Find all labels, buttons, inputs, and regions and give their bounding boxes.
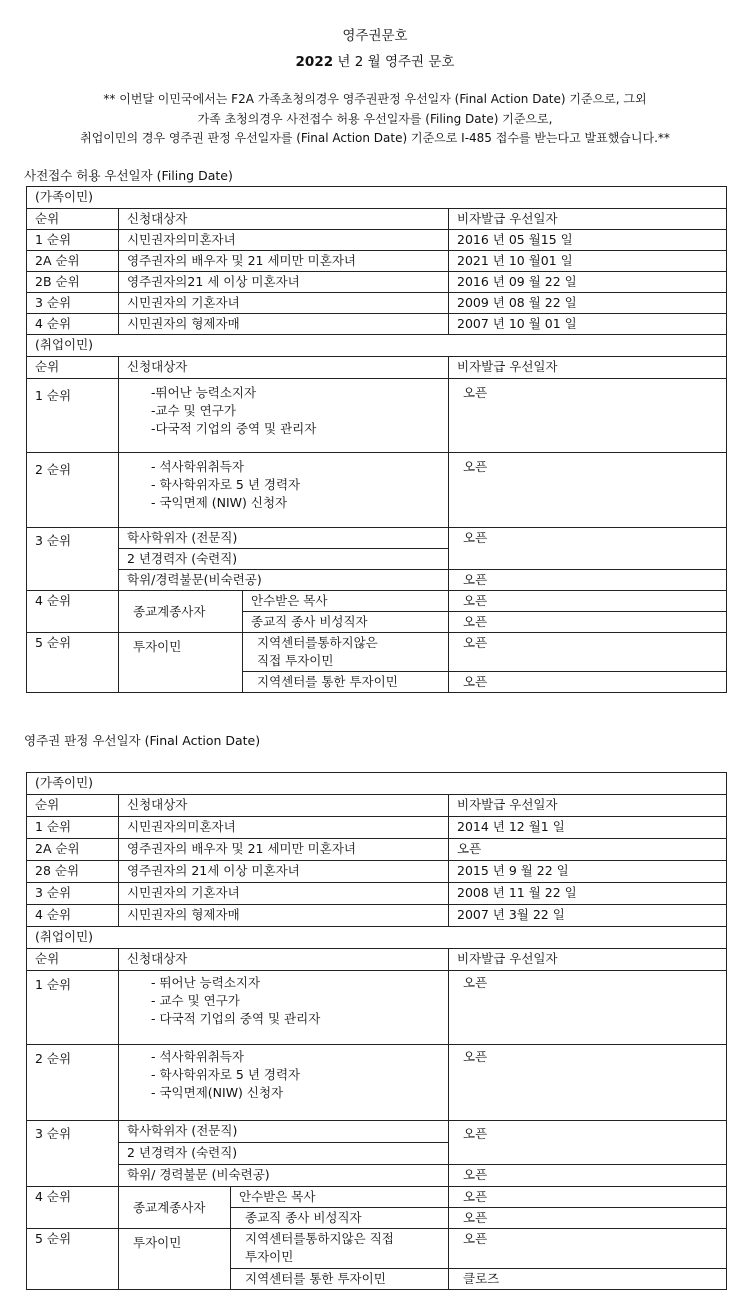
document-title: 영주권문호: [342, 28, 408, 44]
applicant-cell: 2 년경력자 (숙련직): [119, 1143, 449, 1165]
applicant-cell: 학위/경력불문(비숙련공): [119, 570, 449, 591]
table-row: [27, 883, 727, 905]
family-label: (가족이민): [27, 187, 727, 209]
rank-cell: 4 순위: [27, 1187, 119, 1229]
applicant-cell: [119, 1045, 449, 1121]
header-applicant: 신청대상자: [119, 795, 449, 817]
table-row: [27, 839, 727, 861]
applicant-cell: 영주권자의 21세 이상 미혼자녀: [119, 861, 449, 883]
rank-cell: 3 순위: [27, 1121, 119, 1187]
sub-applicant-cell: 안수받은 목사: [231, 1187, 449, 1208]
applicant-cell: 시민권자의 형제자매: [119, 314, 449, 335]
date-cell: 2016 년 05 월15 일: [449, 230, 727, 251]
header-date: 비자발급 우선일자: [449, 949, 727, 971]
filing-section-title: 사전접수 허용 우선일자 (Filing Date): [24, 168, 233, 183]
table-row: [27, 1121, 727, 1143]
table-row: [27, 293, 727, 314]
sub-applicant-cell: 안수받은 목사: [243, 591, 449, 612]
rank-cell: 5 순위: [27, 633, 119, 693]
applicant-cell: 시민권자의미혼자녀: [119, 817, 449, 839]
employ-label-row: [27, 335, 727, 357]
applicant-line: - 국익면제(NIW) 신청자: [151, 1085, 284, 1100]
date-cell: 오픈: [449, 453, 727, 528]
applicant-line: -다국적 기업의 중역 및 관리자: [151, 421, 317, 436]
applicant-cell: 영주권자의 배우자 및 21 세미만 미혼자녀: [119, 839, 449, 861]
group-cell: 종교계종사자: [119, 591, 243, 633]
table-row: [27, 379, 727, 453]
date-cell: 2021 년 10 월01 일: [449, 251, 727, 272]
rank-cell: 1 순위: [27, 971, 119, 1045]
rank-cell: 1 순위: [27, 817, 119, 839]
table-row: [27, 633, 727, 672]
date-cell: 오픈: [449, 839, 727, 861]
table-row: [27, 905, 727, 927]
header-rank: 순위: [27, 795, 119, 817]
sub-applicant-cell: 지역센터를 통한 투자이민: [243, 672, 449, 693]
subtitle-year: 2022: [295, 54, 334, 70]
applicant-cell: 학위/ 경력불문 (비숙련공): [119, 1165, 449, 1187]
applicant-line: -교수 및 연구가: [151, 403, 236, 418]
date-cell: 오픈: [449, 971, 727, 1045]
header-rank: 순위: [27, 949, 119, 971]
table-row: [27, 251, 727, 272]
notice-line-2: 가족 초청의경우 사전접수 허용 우선일자를 (Filing Date) 기준으로,: [197, 112, 553, 126]
date-cell: 클로즈: [449, 1269, 727, 1290]
rank-cell: 5 순위: [27, 1229, 119, 1290]
applicant-cell: [119, 379, 449, 453]
rank-cell: 3 순위: [27, 293, 119, 314]
header-applicant: 신청대상자: [119, 357, 449, 379]
sub-applicant-line: 지역센터를통하지않은 직접: [245, 1231, 394, 1246]
table-row: [27, 1229, 727, 1269]
rank-cell: 3 순위: [27, 528, 119, 591]
date-cell: 오픈: [449, 379, 727, 453]
date-cell: 2016 년 09 월 22 일: [449, 272, 727, 293]
table-row: [27, 817, 727, 839]
sub-applicant-cell: [231, 1229, 449, 1269]
date-cell: 오픈: [449, 1229, 727, 1269]
sub-applicant-cell: 종교직 종사 비성직자: [231, 1208, 449, 1229]
table-row: [27, 453, 727, 528]
applicant-cell: 시민권자의 기혼자녀: [119, 293, 449, 314]
sub-applicant-cell: [243, 633, 449, 672]
rank-cell: 2B 순위: [27, 272, 119, 293]
date-cell: 오픈: [449, 528, 727, 570]
table-row: [27, 230, 727, 251]
date-cell: 오픈: [449, 1165, 727, 1187]
table-header-row: [27, 795, 727, 817]
rank-cell: 2A 순위: [27, 839, 119, 861]
rank-cell: 1 순위: [27, 379, 119, 453]
header-rank: 순위: [27, 357, 119, 379]
date-cell: 오픈: [449, 591, 727, 612]
date-cell: 2007 년 3월 22 일: [449, 905, 727, 927]
sub-applicant-cell: 지역센터를 통한 투자이민: [231, 1269, 449, 1290]
applicant-cell: 학사학위자 (전문직): [119, 528, 449, 549]
applicant-line: - 학사학위자로 5 년 경력자: [151, 1067, 301, 1082]
rank-cell: 28 순위: [27, 861, 119, 883]
employ-label: (취업이민): [27, 335, 727, 357]
table-row: [27, 272, 727, 293]
table-row: [27, 570, 727, 591]
table-row: [27, 861, 727, 883]
table-header-row: [27, 209, 727, 230]
header-applicant: 신청대상자: [119, 949, 449, 971]
table-row: [27, 1187, 727, 1208]
sub-applicant-line: 투자이민: [245, 1249, 294, 1264]
applicant-line: - 국익면제 (NIW) 신청자: [151, 495, 288, 510]
notice-line-3: 취업이민의 경우 영주권 판정 우선일자를 (Final Action Date) 기준으로 I-485 접수를 받는다고 발표했습니다.**: [80, 131, 670, 145]
date-cell: 오픈: [449, 1121, 727, 1165]
applicant-line: - 석사학위취득자: [151, 459, 245, 474]
date-cell: 2014 년 12 월1 일: [449, 817, 727, 839]
applicant-cell: 2 년경력자 (숙련직): [119, 549, 449, 570]
applicant-cell: 영주권자의 배우자 및 21 세미만 미혼자녀: [119, 251, 449, 272]
family-label-row: [27, 187, 727, 209]
rank-cell: 2 순위: [27, 453, 119, 528]
applicant-line: -뛰어난 능력소지자: [151, 385, 257, 400]
date-cell: 2015 년 9 월 22 일: [449, 861, 727, 883]
table-row: [27, 528, 727, 549]
rank-cell: 1 순위: [27, 230, 119, 251]
date-cell: 2009 년 08 월 22 일: [449, 293, 727, 314]
group-cell: 투자이민: [119, 1229, 231, 1290]
applicant-line: - 교수 및 연구가: [151, 993, 240, 1008]
applicant-cell: 영주권자의21 세 이상 미혼자녀: [119, 272, 449, 293]
date-cell: 오픈: [449, 1208, 727, 1229]
employ-label-row: [27, 927, 727, 949]
rank-cell: 4 순위: [27, 314, 119, 335]
header-date: 비자발급 우선일자: [449, 795, 727, 817]
applicant-cell: 시민권자의 기혼자녀: [119, 883, 449, 905]
table-row: [27, 1165, 727, 1187]
date-cell: 오픈: [449, 1045, 727, 1121]
final-section-title: 영주권 판정 우선일자 (Final Action Date): [24, 733, 261, 748]
subtitle-rest: 년 2 월 영주권 문호: [333, 54, 455, 70]
applicant-cell: [119, 453, 449, 528]
rank-cell: 2 순위: [27, 1045, 119, 1121]
notice-line-1: ** 이번달 이민국에서는 F2A 가족초청의경우 영주권판정 우선일자 (Final Action Date) 기준으로, 그외: [103, 92, 647, 106]
applicant-cell: 시민권자의 형제자매: [119, 905, 449, 927]
applicant-cell: [119, 971, 449, 1045]
applicant-line: - 뛰어난 능력소지자: [151, 975, 261, 990]
sub-applicant-cell: 종교직 종사 비성직자: [243, 612, 449, 633]
table-row: [27, 971, 727, 1045]
applicant-line: - 학사학위자로 5 년 경력자: [151, 477, 301, 492]
employ-label: (취업이민): [27, 927, 727, 949]
family-label: (가족이민): [27, 773, 727, 795]
date-cell: 2008 년 11 월 22 일: [449, 883, 727, 905]
applicant-line: - 석사학위취득자: [151, 1049, 245, 1064]
document-subtitle: [0, 50, 750, 70]
family-label-row: [27, 773, 727, 795]
table-row: [27, 314, 727, 335]
table-header-row: [27, 949, 727, 971]
date-cell: 2007 년 10 월 01 일: [449, 314, 727, 335]
date-cell: 오픈: [449, 672, 727, 693]
date-cell: 오픈: [449, 633, 727, 672]
rank-cell: 4 순위: [27, 905, 119, 927]
group-cell: 투자이민: [119, 633, 243, 693]
rank-cell: 4 순위: [27, 591, 119, 633]
rank-cell: 3 순위: [27, 883, 119, 905]
applicant-cell: 학사학위자 (전문직): [119, 1121, 449, 1143]
sub-applicant-line: 지역센터를통하지않은: [257, 635, 378, 650]
rank-cell: 2A 순위: [27, 251, 119, 272]
final-action-table: [26, 772, 727, 1290]
applicant-cell: 시민권자의미혼자녀: [119, 230, 449, 251]
sub-applicant-line: 직접 투자이민: [257, 653, 334, 668]
date-cell: 오픈: [449, 1187, 727, 1208]
header-applicant: 신청대상자: [119, 209, 449, 230]
date-cell: 오픈: [449, 570, 727, 591]
table-row: [27, 1045, 727, 1121]
header-date: 비자발급 우선일자: [449, 209, 727, 230]
group-cell: 종교계종사자: [119, 1187, 231, 1229]
table-header-row: [27, 357, 727, 379]
header-date: 비자발급 우선일자: [449, 357, 727, 379]
table-row: [27, 591, 727, 612]
filing-date-table: [26, 186, 727, 693]
header-rank: 순위: [27, 209, 119, 230]
applicant-line: - 다국적 기업의 중역 및 관리자: [151, 1011, 321, 1026]
date-cell: 오픈: [449, 612, 727, 633]
